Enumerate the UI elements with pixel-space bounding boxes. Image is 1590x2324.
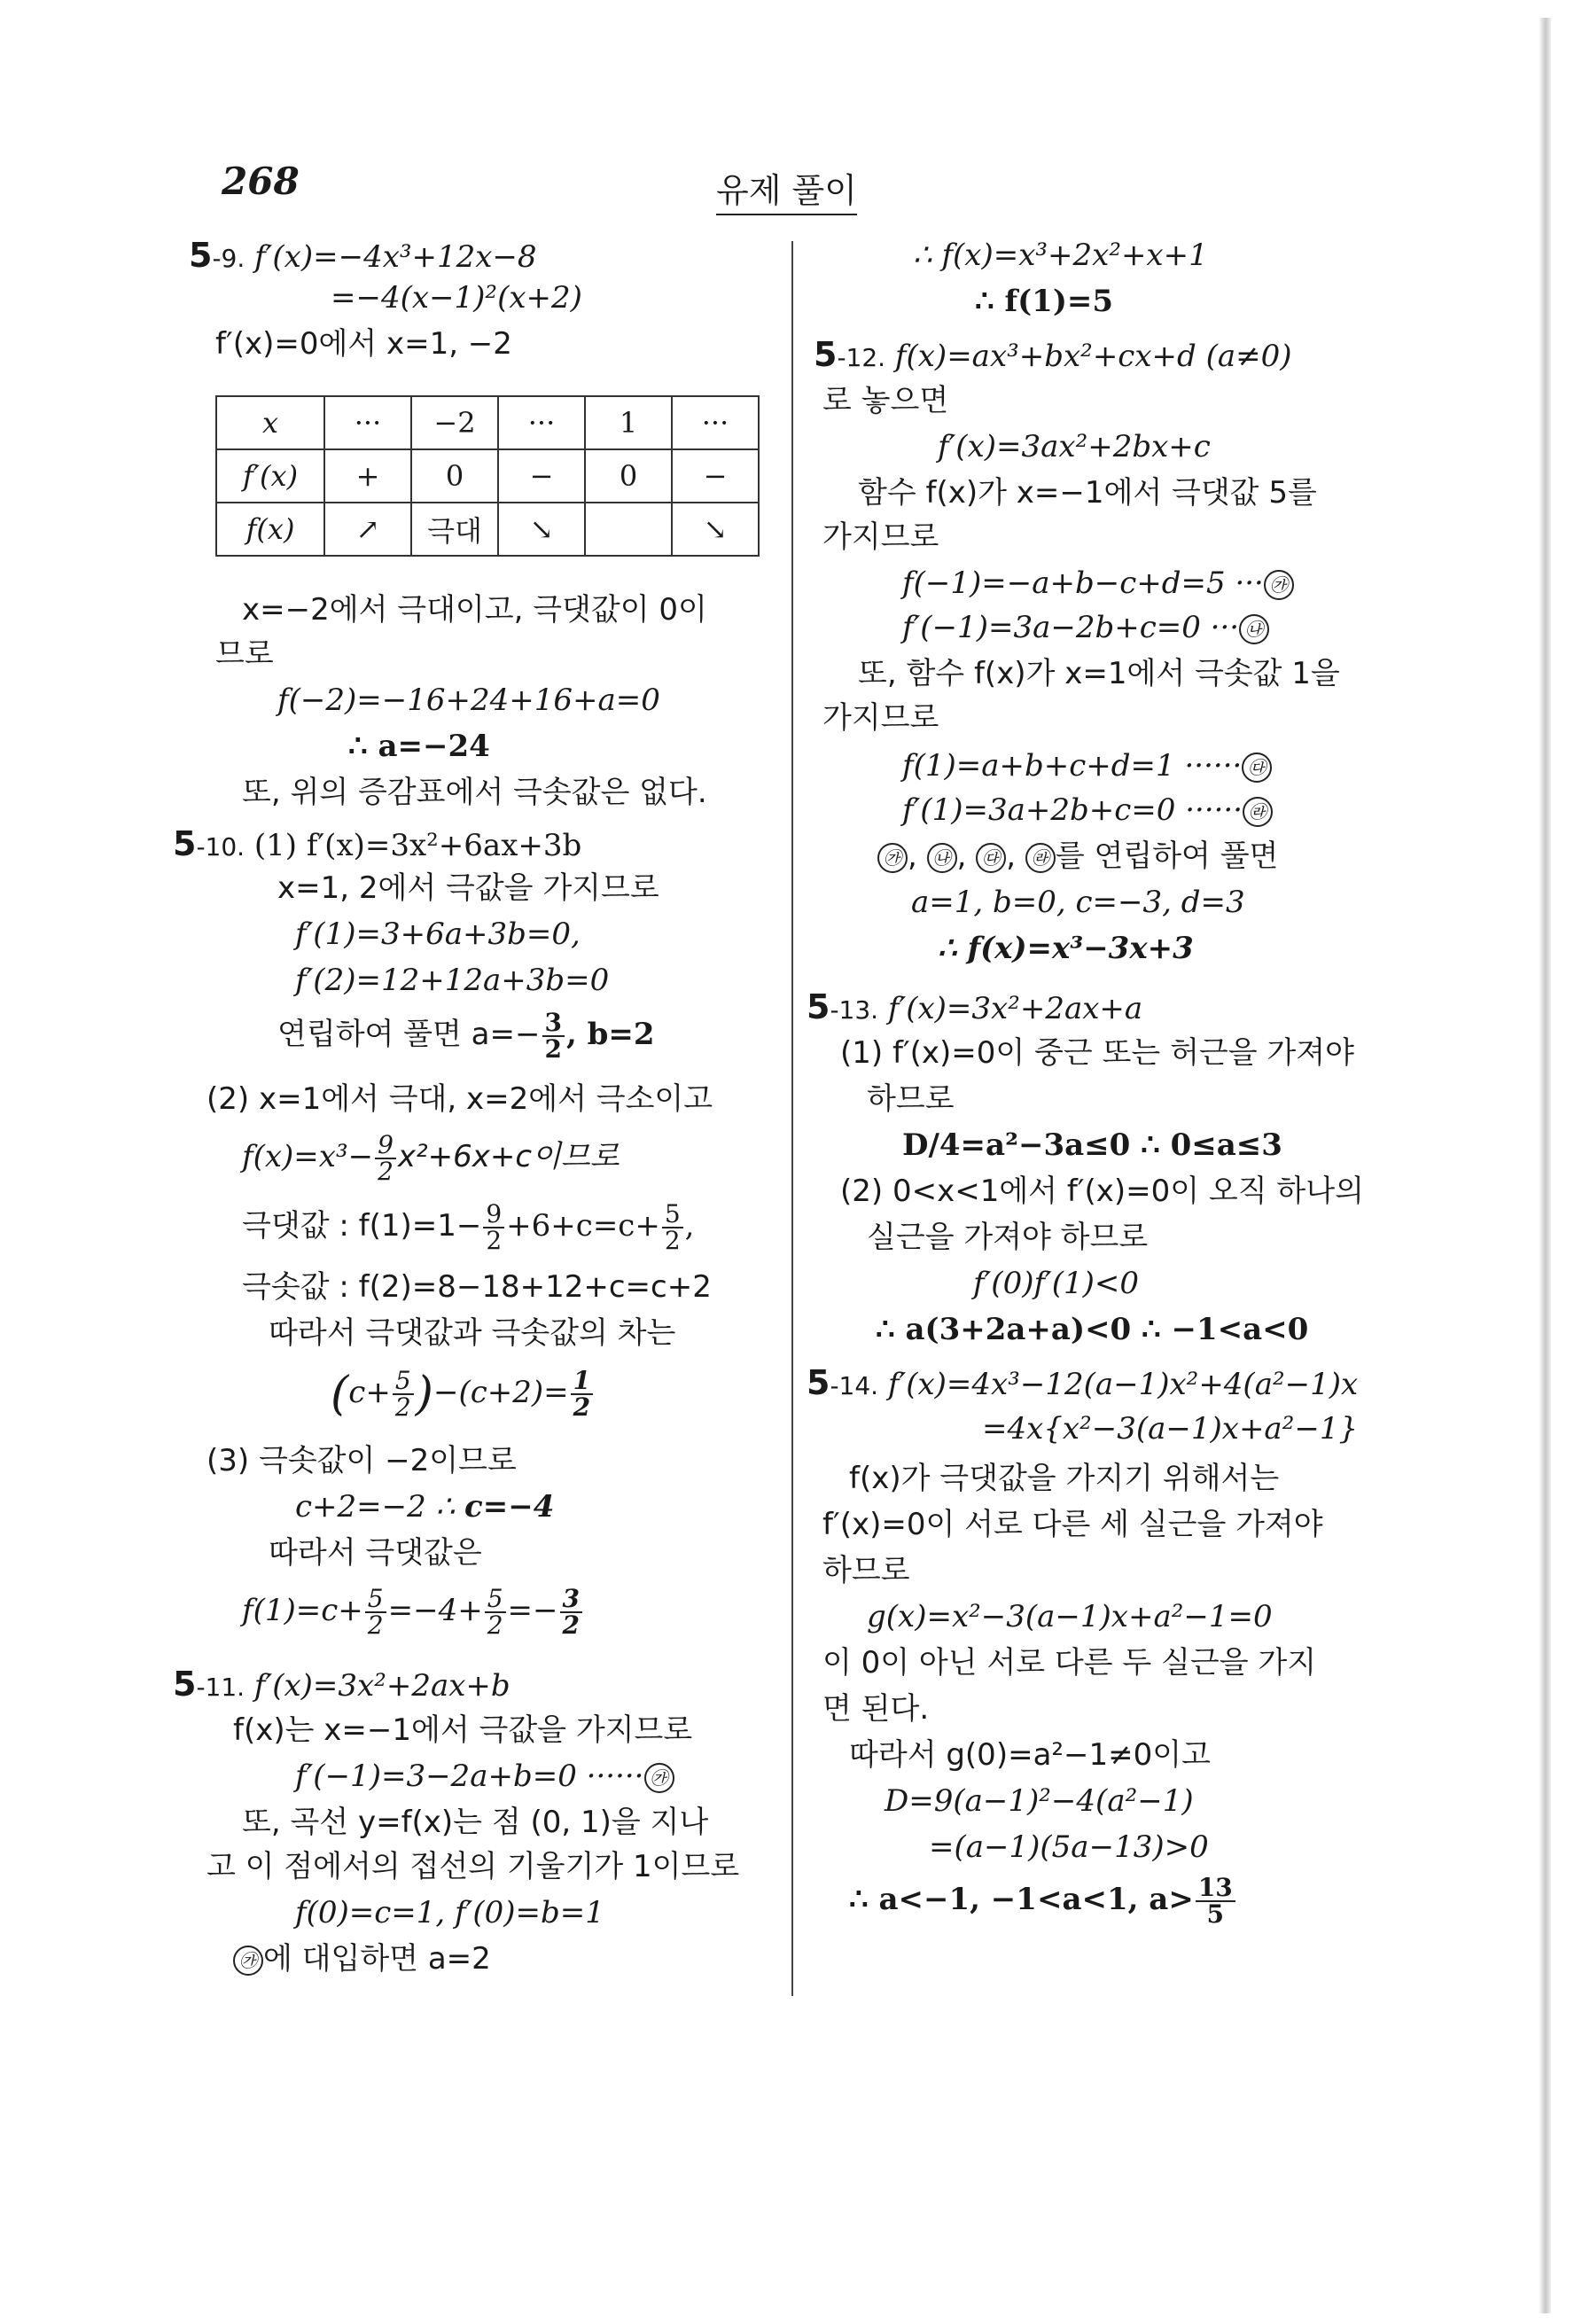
problem-5-11-line3: f′(−1)=3−2a+b=0 ······ ㉮ xyxy=(295,1759,674,1794)
problem-5-9-answer: ∴ a=−24 xyxy=(348,729,490,764)
problem-5-14-answer: ∴ a<−1, −1<a<1, a> $\frac{13}{5}$ xyxy=(849,1876,1237,1927)
table-cell: − xyxy=(672,449,759,503)
table-cell: 1 xyxy=(585,396,672,449)
problem-5-11-line1: 5-11. f′(x)=3x²+2ax+b xyxy=(173,1665,511,1704)
table-cell: f(x) xyxy=(216,503,324,556)
problem-5-10-line4: f′(2)=12+12a+3b=0 xyxy=(295,963,610,998)
table-cell: ··· xyxy=(672,396,759,449)
problem-5-13-line7: f′(0)f′(1)<0 xyxy=(973,1266,1140,1301)
problem-5-11-answer: ∴ f(1)=5 xyxy=(975,284,1114,319)
problem-5-13-line3: 하므로 xyxy=(867,1081,955,1117)
circled-mark-1-icon: ㉮ xyxy=(644,1763,674,1793)
problem-5-10-line10: 따라서 극댓값과 극솟값의 차는 xyxy=(269,1315,676,1351)
circled-mark-2-icon: ㉯ xyxy=(927,843,957,873)
table-cell: ↘ xyxy=(672,503,759,556)
problem-5-14-line3: f(x)가 극댓값을 가지기 위해서는 xyxy=(849,1461,1280,1496)
problem-5-13-line2: (1) f′(x)=0이 중근 또는 허근을 가져야 xyxy=(840,1035,1354,1071)
column-divider xyxy=(791,241,793,1996)
problem-5-14-line10: D=9(a−1)²−4(a²−1) xyxy=(885,1783,1194,1819)
problem-5-11-line2: f(x)는 x=−1에서 극값을 가지므로 xyxy=(233,1712,693,1748)
problem-5-12-line4: 함수 f(x)가 x=−1에서 극댓값 5를 xyxy=(858,475,1317,511)
table-cell xyxy=(585,503,672,556)
page-number: 268 xyxy=(222,160,300,203)
problem-5-10-line14: 따라서 극댓값은 xyxy=(269,1535,482,1571)
problem-5-12-line12: ㉮ , ㉯ , ㉰ , ㉱ 를 연립하여 풀면 xyxy=(877,838,1278,874)
problem-5-10-line6: (2) x=1에서 극대, x=2에서 극소이고 xyxy=(207,1081,713,1117)
problem-5-10-answer1: 연립하여 풀면 a=− $\frac{3}{2}$ , b=2 xyxy=(277,1008,655,1064)
problem-5-14-line5: 하므로 xyxy=(822,1553,910,1588)
problem-5-12-line1: 5-12. f(x)=ax³+bx²+cx+d (a≠0) xyxy=(814,335,1292,374)
problem-5-12-answer: ∴ f(x)=x³−3x+3 xyxy=(938,931,1194,966)
problem-5-10-line8: 극댓값 : f(1)=1− $\frac{9}{2}$ +6+c=c+ $\frac{5}{2}$ , xyxy=(242,1199,695,1255)
problem-5-9-line4: x=−2에서 극대이고, 극댓값이 0이 xyxy=(242,592,707,628)
problem-5-9-line8: 또, 위의 증감표에서 극솟값은 없다. xyxy=(242,775,707,810)
problem-5-14-line8: 면 된다. xyxy=(822,1691,930,1727)
problem-5-12-line11: f′(1)=3a+2b+c=0 ······ ㉱ xyxy=(902,792,1273,828)
problem-5-10-line7: f(x)=x³− $\frac{9}{2}$ x²+6x+c이므로 xyxy=(242,1130,620,1186)
problem-5-12-line3: f′(x)=3ax²+2bx+c xyxy=(938,429,1211,464)
problem-5-14-line7: 이 0이 아닌 서로 다른 두 실근을 가지 xyxy=(822,1645,1317,1681)
page-title: 유제 풀이 xyxy=(716,163,857,215)
circled-mark-1-icon: ㉮ xyxy=(233,1946,263,1976)
table-cell: ··· xyxy=(498,396,585,449)
table-cell: 0 xyxy=(411,449,498,503)
table-row xyxy=(216,449,759,503)
problem-5-9-line2: =−4(x−1)²(x+2) xyxy=(331,280,582,316)
problem-5-14-line11: =(a−1)(5a−13)>0 xyxy=(929,1829,1209,1865)
problem-5-14-line9: 따라서 g(0)=a²−1≠0이고 xyxy=(849,1737,1211,1773)
problem-5-12-line2: 로 놓으면 xyxy=(822,383,949,418)
problem-5-13-answer2: ∴ a(3+2a+a)<0 ∴ −1<a<0 xyxy=(876,1312,1309,1347)
circled-mark-3-icon: ㉰ xyxy=(976,843,1006,873)
table-cell: 극대 xyxy=(411,503,498,556)
problem-5-11-line4: 또, 곡선 y=f(x)는 점 (0, 1)을 지나 xyxy=(242,1805,709,1840)
problem-5-10-line12: (3) 극솟값이 −2이므로 xyxy=(207,1443,517,1478)
circled-mark-3-icon: ㉰ xyxy=(1242,753,1272,783)
problem-5-10-line15: f(1)=c+ $\frac{5}{2}$ =−4+ $\frac{5}{2}$ =− $\frac{3}{2}$ xyxy=(242,1587,584,1638)
problem-5-14-line4: f′(x)=0이 서로 다른 세 실근을 가져야 xyxy=(822,1507,1323,1542)
table-row xyxy=(216,396,759,449)
problem-5-9-line1: 5-9. f′(x)=−4x³+12x−8 xyxy=(189,236,537,275)
problem-5-10-line9: 극솟값 : f(2)=8−18+12+c=c+2 xyxy=(242,1269,712,1305)
table-cell: x xyxy=(216,396,324,449)
problem-5-12-line5: 가지므로 xyxy=(822,519,939,555)
page-edge-shadow xyxy=(1539,18,1551,2313)
problem-5-12-line13: a=1, b=0, c=−3, d=3 xyxy=(911,885,1245,920)
problem-5-13-line5: (2) 0<x<1에서 f′(x)=0이 오직 하나의 xyxy=(840,1174,1364,1209)
problem-5-11-line6: f(0)=c=1, f′(0)=b=1 xyxy=(295,1895,604,1930)
problem-5-13-line6: 실근을 가져야 하므로 xyxy=(867,1220,1149,1255)
problem-5-12-line8: 또, 함수 f(x)가 x=1에서 극솟값 1을 xyxy=(858,656,1340,691)
problem-5-12-line7: f′(−1)=3a−2b+c=0 ··· ㉯ xyxy=(902,610,1269,645)
circled-mark-4-icon: ㉱ xyxy=(1243,797,1273,827)
problem-5-14-line6: g(x)=x²−3(a−1)x+a²−1=0 xyxy=(867,1599,1273,1634)
table-cell: − xyxy=(498,449,585,503)
table-cell: −2 xyxy=(411,396,498,449)
table-row xyxy=(216,503,759,556)
circled-mark-4-icon: ㉱ xyxy=(1025,843,1056,873)
circled-mark-1-icon: ㉮ xyxy=(877,843,908,873)
problem-5-10-line2: x=1, 2에서 극값을 가지므로 xyxy=(277,870,659,906)
problem-5-9-line5: 므로 xyxy=(215,636,274,672)
problem-5-9-line3: f′(x)=0에서 x=1, −2 xyxy=(215,326,512,362)
problem-5-12-line10: f(1)=a+b+c+d=1 ······ ㉰ xyxy=(902,748,1272,784)
table-cell: ↘ xyxy=(498,503,585,556)
problem-5-13-line1: 5-13. f′(x)=3x²+2ax+a xyxy=(807,987,1143,1026)
table-cell: + xyxy=(324,449,411,503)
problem-5-12-line6: f(−1)=−a+b−c+d=5 ··· ㉮ xyxy=(902,565,1294,601)
table-cell: 0 xyxy=(585,449,672,503)
problem-5-10-line3: f′(1)=3+6a+3b=0, xyxy=(295,916,581,952)
table-cell: ↗ xyxy=(324,503,411,556)
table-cell: f′(x) xyxy=(216,449,324,503)
problem-5-13-answer1: D/4=a²−3a≤0 ∴ 0≤a≤3 xyxy=(902,1127,1282,1163)
problem-5-14-line1: 5-14. f′(x)=4x³−12(a−1)x²+4(a²−1)x xyxy=(807,1363,1359,1402)
problem-5-10-line1: 5-10. (1) f′(x)=3x²+6ax+3b xyxy=(173,824,582,863)
problem-5-14-line2: =4x{x²−3(a−1)x+a²−1} xyxy=(982,1411,1359,1447)
problem-5-12-line9: 가지므로 xyxy=(822,700,939,736)
table-cell: ··· xyxy=(324,396,411,449)
problem-5-11-line7: ㉮ 에 대입하면 a=2 xyxy=(233,1941,491,1977)
problem-5-10-line13: c+2=−2 ∴ c=−4 xyxy=(295,1489,555,1525)
circled-mark-1-icon: ㉮ xyxy=(1264,570,1294,600)
problem-5-9-line6: f(−2)=−16+24+16+a=0 xyxy=(277,682,660,718)
increase-decrease-table xyxy=(215,395,760,557)
problem-5-11-line5: 고 이 점에서의 접선의 기울기가 1이므로 xyxy=(207,1849,740,1884)
problem-5-10-line11: (c+ $\frac{5}{2}$ )−(c+2)= $\frac{1}{2}$ xyxy=(331,1369,595,1420)
problem-5-11-cont1: ∴ f(x)=x³+2x²+x+1 xyxy=(913,238,1208,273)
circled-mark-2-icon: ㉯ xyxy=(1239,614,1269,644)
